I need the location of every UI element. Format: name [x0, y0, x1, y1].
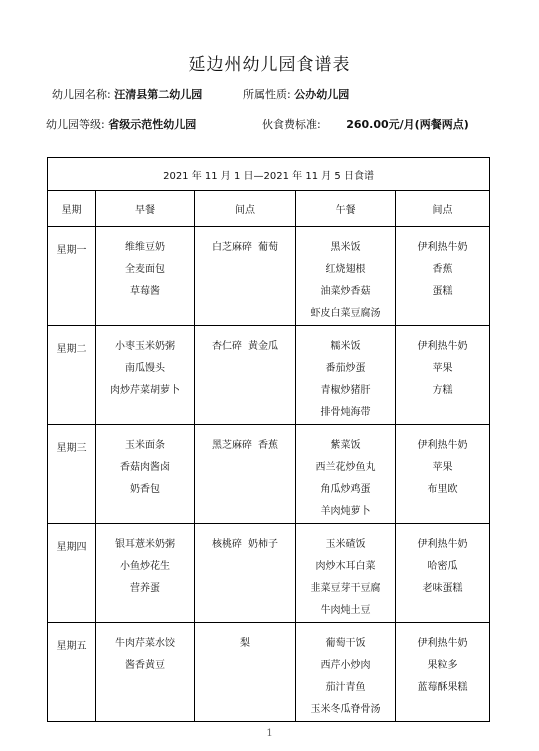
menu-item: 油菜炒香菇 — [320, 286, 371, 297]
menu-item: 草莓酱 — [130, 286, 160, 297]
menu-item: 韭菜豆芽干豆腐 — [310, 583, 381, 594]
menu-item: 伊利热牛奶 — [417, 440, 468, 451]
snack-1-cell — [195, 227, 296, 326]
menu-item: 牛肉芹菜水饺 — [115, 638, 175, 649]
menu-item: 老味蛋糕 — [422, 583, 463, 594]
menu-item: 小枣玉米奶粥 — [115, 341, 175, 352]
menu-item: 布里欧 — [427, 484, 458, 495]
header-row — [48, 191, 490, 227]
table-row — [48, 623, 490, 722]
menu-item: 方糕 — [432, 385, 453, 396]
lunch-cell — [296, 524, 396, 623]
lunch-cell — [296, 425, 396, 524]
menu-item: 肉炒芹菜胡萝卜 — [110, 385, 180, 396]
menu-item: 黑芝麻碎 — [212, 440, 252, 451]
table-row — [48, 524, 490, 623]
menu-item: 青椒炒猪肝 — [320, 385, 371, 396]
snack-2-cell — [396, 227, 490, 326]
menu-item: 羊肉炖萝卜 — [320, 506, 371, 517]
menu-item: 糯米饭 — [330, 341, 361, 352]
ownership-value: 公办幼儿园 — [294, 88, 350, 101]
menu-item: 番茄炒蛋 — [325, 363, 366, 374]
fee-value: 260.00元/月(两餐两点) — [346, 118, 469, 131]
menu-item: 银耳薏米奶粥 — [115, 539, 175, 550]
menu-item: 伊利热牛奶 — [417, 242, 468, 253]
menu-item: 牛肉炖土豆 — [320, 605, 371, 616]
day-cell: 星期二 — [48, 326, 96, 425]
menu-item: 黄金瓜 — [248, 341, 278, 352]
menu-item: 肉炒木耳白菜 — [315, 561, 376, 572]
snack-2-cell — [396, 425, 490, 524]
menu-item: 香蕉 — [258, 440, 278, 451]
menu-item: 酱香黄豆 — [125, 660, 165, 671]
menu-item: 西兰花炒鱼丸 — [315, 462, 376, 473]
header-breakfast: 早餐 — [96, 191, 195, 227]
menu-item: 伊利热牛奶 — [417, 539, 468, 550]
lunch-cell — [296, 227, 396, 326]
menu-item: 梨 — [240, 638, 250, 649]
fee-line — [262, 116, 469, 132]
kindergarten-name-value: 汪清县第二幼儿园 — [114, 88, 203, 101]
menu-item: 杏仁碎 — [212, 341, 242, 352]
breakfast-cell — [96, 623, 195, 722]
menu-item: 西芹小炒肉 — [320, 660, 371, 671]
menu-item: 营养蛋 — [130, 583, 160, 594]
menu-item: 紫菜饭 — [330, 440, 361, 451]
snack-1-cell — [195, 524, 296, 623]
day-cell: 星期五 — [48, 623, 96, 722]
fee-label: 伙食费标准: — [262, 118, 321, 131]
menu-item: 伊利热牛奶 — [417, 341, 468, 352]
page-title: 延边州幼儿园食谱表 — [188, 55, 351, 75]
snack-1-cell — [195, 326, 296, 425]
menu-item: 维维豆奶 — [125, 242, 165, 253]
table-row — [48, 227, 490, 326]
menu-item: 苹果 — [432, 462, 453, 473]
menu-item: 葡萄干饭 — [325, 638, 366, 649]
snack-1-cell — [195, 425, 296, 524]
menu-item: 果粒多 — [427, 660, 458, 671]
breakfast-cell — [96, 227, 195, 326]
menu-item: 玉米面条 — [125, 440, 165, 451]
table-row — [48, 425, 490, 524]
page-number: 1 — [266, 728, 273, 739]
menu-item: 玉米冬瓜脊骨汤 — [310, 704, 381, 715]
breakfast-cell — [96, 524, 195, 623]
menu-item: 红烧翅根 — [325, 264, 366, 275]
menu-item: 蓝莓酥果糕 — [417, 682, 468, 693]
table-row — [48, 326, 490, 425]
menu-item: 核桃碎 — [212, 539, 242, 550]
menu-table — [47, 157, 490, 722]
snack-2-cell — [396, 326, 490, 425]
day-cell: 星期四 — [48, 524, 96, 623]
menu-item: 蛋糕 — [432, 286, 453, 297]
menu-item: 哈密瓜 — [427, 561, 458, 572]
snack-2-cell — [396, 623, 490, 722]
menu-item: 香蕉 — [432, 264, 453, 275]
menu-item: 茄汁青鱼 — [325, 682, 366, 693]
snack-1-cell — [195, 623, 296, 722]
grade-value: 省级示范性幼儿园 — [108, 118, 197, 131]
header-snack-1: 间点 — [195, 191, 296, 227]
menu-item: 苹果 — [432, 363, 453, 374]
menu-caption: 2021 年 11 月 1 日—2021 年 11 月 5 日食谱 — [48, 158, 490, 191]
breakfast-cell — [96, 326, 195, 425]
menu-item: 奶柿子 — [248, 539, 278, 550]
snack-2-cell — [396, 524, 490, 623]
header-day: 星期 — [48, 191, 96, 227]
menu-item: 南瓜馒头 — [125, 363, 165, 374]
header-snack-2: 间点 — [396, 191, 490, 227]
caption-row — [48, 158, 490, 191]
grade-line — [46, 116, 196, 132]
menu-item: 虾皮白菜豆腐汤 — [310, 308, 381, 319]
menu-item: 葡萄 — [258, 242, 278, 253]
menu-item: 白芝麻碎 — [212, 242, 252, 253]
breakfast-cell — [96, 425, 195, 524]
kindergarten-name-line — [52, 86, 202, 102]
menu-item: 角瓜炒鸡蛋 — [320, 484, 371, 495]
ownership-label: 所属性质: — [243, 88, 291, 101]
menu-item: 奶香包 — [130, 484, 160, 495]
menu-item: 香菇肉酱卤 — [120, 462, 170, 473]
menu-item: 黑米饭 — [330, 242, 361, 253]
lunch-cell — [296, 623, 396, 722]
menu-item: 排骨炖海带 — [320, 407, 371, 418]
menu-item: 全麦面包 — [125, 264, 165, 275]
header-lunch: 午餐 — [296, 191, 396, 227]
lunch-cell — [296, 326, 396, 425]
grade-label: 幼儿园等级: — [46, 118, 105, 131]
day-cell: 星期一 — [48, 227, 96, 326]
day-cell: 星期三 — [48, 425, 96, 524]
kindergarten-name-label: 幼儿园名称: — [52, 88, 111, 101]
ownership-line — [243, 86, 349, 102]
menu-item: 伊利热牛奶 — [417, 638, 468, 649]
menu-item: 小鱼炒花生 — [120, 561, 170, 572]
menu-item: 玉米碴饭 — [325, 539, 366, 550]
